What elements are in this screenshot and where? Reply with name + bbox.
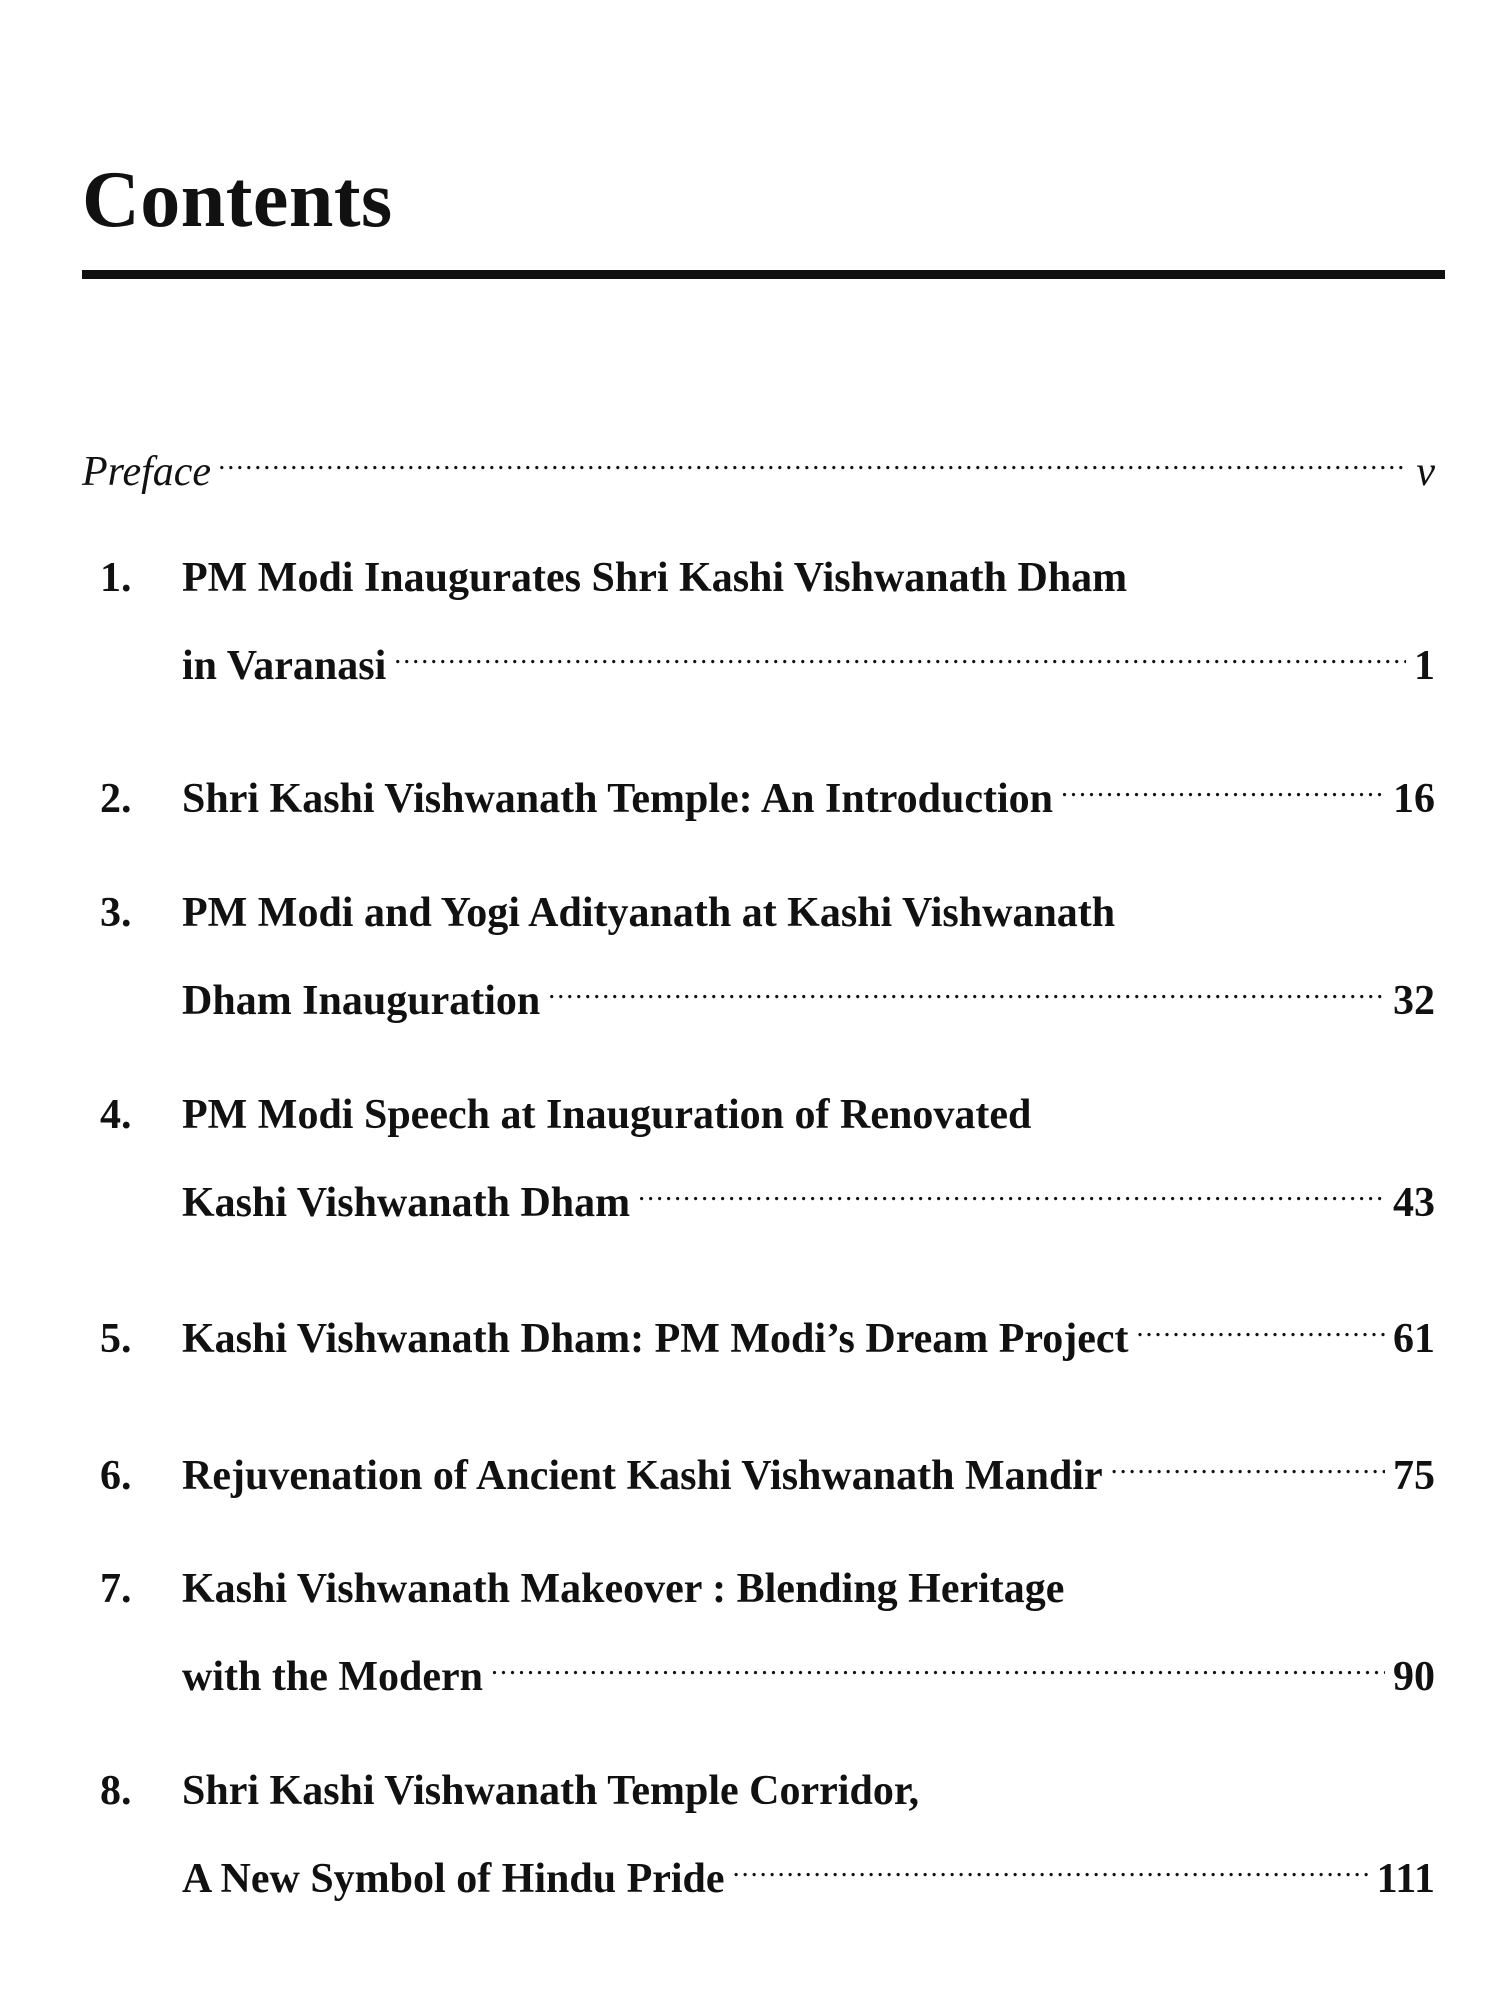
toc-line [82, 545, 1435, 612]
toc-entry-title-continued: A New Symbol of Hindu Pride [182, 1856, 725, 1902]
toc-line [82, 1623, 1435, 1700]
toc-entry-chapter-4[interactable] [82, 1082, 1435, 1226]
page-title: Contents [82, 156, 393, 244]
chapter-number: 4. [100, 1092, 132, 1138]
toc-line [82, 1825, 1435, 1902]
toc-line [82, 1758, 1435, 1825]
toc-entry-title: Shri Kashi Vishwanath Temple Corridor, [182, 1768, 920, 1814]
toc-entry-title: PM Modi Speech at Inauguration of Renovated [182, 1092, 1032, 1138]
toc-entry-chapter-2[interactable] [82, 745, 1435, 822]
toc-page-number: 1 [1414, 643, 1435, 689]
dot-leader [1137, 1285, 1386, 1352]
dot-leader [219, 418, 1408, 485]
toc-line [82, 1422, 1435, 1499]
toc-line [82, 418, 1435, 495]
toc-line [82, 1149, 1435, 1226]
toc-entry-title: PM Modi Inaugurates Shri Kashi Vishwanath Dham [182, 555, 1128, 601]
toc-line [82, 1285, 1435, 1362]
toc-entry-title: Shri Kashi Vishwanath Temple: An Introduction [182, 776, 1053, 822]
toc-entry-title-continued: in Varanasi [182, 643, 387, 689]
toc-entry-preface[interactable] [82, 418, 1435, 495]
dot-leader [638, 1149, 1385, 1216]
toc-entry-title: PM Modi and Yogi Adityanath at Kashi Vishwanath [182, 890, 1116, 936]
toc-page-number: 16 [1393, 776, 1435, 822]
toc-line [82, 612, 1435, 689]
toc-entry-title: Kashi Vishwanath Makeover : Blending Heritage [182, 1566, 1065, 1612]
toc-entry-chapter-8[interactable] [82, 1758, 1435, 1902]
dot-leader [1061, 745, 1385, 812]
toc-entry-chapter-6[interactable] [82, 1422, 1435, 1499]
toc-line [82, 1556, 1435, 1623]
toc-entry-chapter-5[interactable] [82, 1285, 1435, 1362]
chapter-number: 2. [100, 776, 132, 822]
chapter-number: 1. [100, 555, 132, 601]
toc-page-number: v [1416, 449, 1435, 495]
toc-line [82, 745, 1435, 822]
toc-entry-title: Rejuvenation of Ancient Kashi Vishwanath Mandir [182, 1453, 1103, 1499]
chapter-number: 7. [100, 1566, 132, 1612]
toc-entry-title-continued: Kashi Vishwanath Dham [182, 1180, 631, 1226]
toc-page-number: 90 [1393, 1654, 1435, 1700]
toc-line [82, 947, 1435, 1024]
toc-line [82, 880, 1435, 947]
dot-leader [394, 612, 1406, 679]
toc-entry-title: Kashi Vishwanath Dham: PM Modi’s Dream Project [182, 1316, 1129, 1362]
toc-line [82, 1082, 1435, 1149]
chapter-number: 8. [100, 1768, 132, 1814]
toc-entry-title: Preface [82, 449, 212, 495]
toc-page-number: 61 [1393, 1316, 1435, 1362]
toc-page-number: 111 [1376, 1856, 1435, 1902]
toc-entry-title-continued: Dham Inauguration [182, 978, 541, 1024]
chapter-number: 6. [100, 1453, 132, 1499]
dot-leader [548, 947, 1385, 1014]
toc-page-number: 75 [1393, 1453, 1435, 1499]
dot-leader [1111, 1422, 1385, 1489]
toc-entry-title-continued: with the Modern [182, 1654, 483, 1700]
toc-entry-chapter-7[interactable] [82, 1556, 1435, 1700]
toc-page-number: 32 [1393, 978, 1435, 1024]
toc-entry-chapter-3[interactable] [82, 880, 1435, 1024]
chapter-number: 5. [100, 1316, 132, 1362]
toc-page-number: 43 [1393, 1180, 1435, 1226]
chapter-number: 3. [100, 890, 132, 936]
dot-leader [733, 1825, 1369, 1892]
title-underline [82, 270, 1445, 279]
toc-entry-chapter-1[interactable] [82, 545, 1435, 689]
dot-leader [491, 1623, 1385, 1690]
